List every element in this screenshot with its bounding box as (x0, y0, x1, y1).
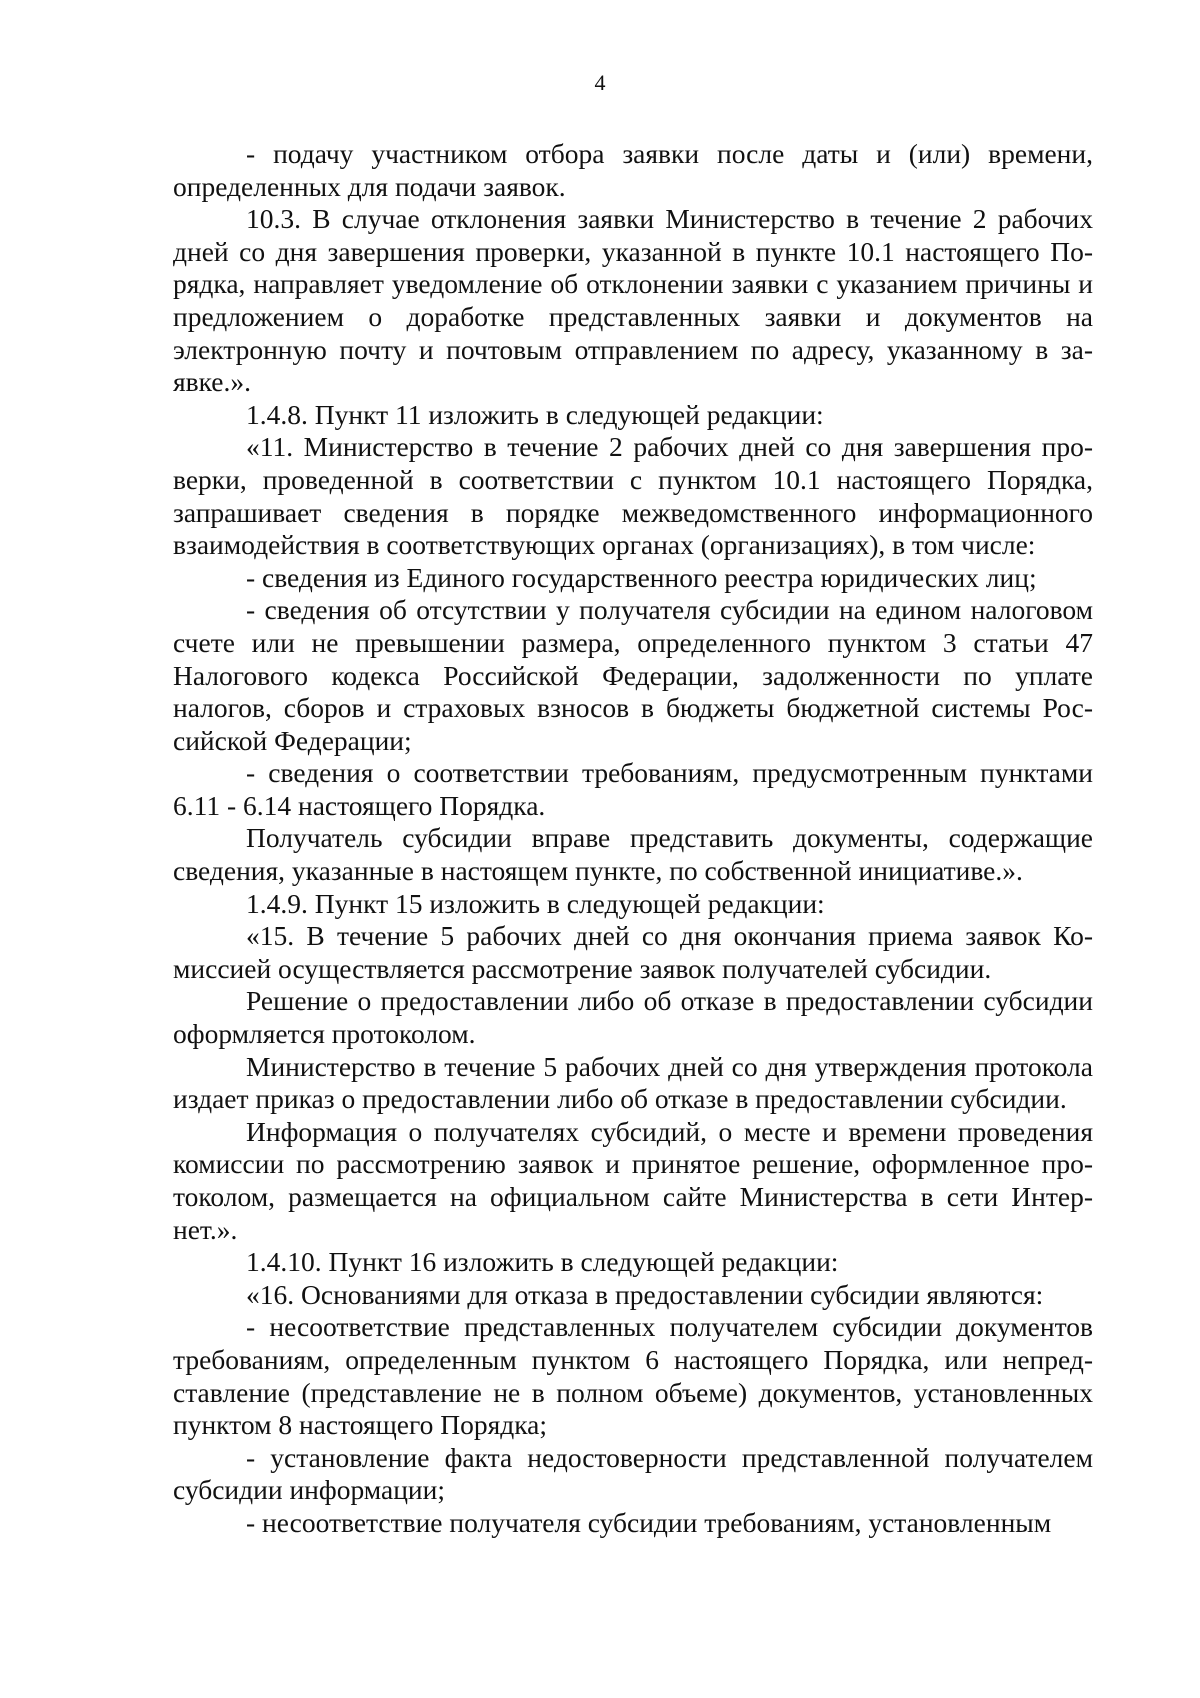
paragraph: «11. Министерство в течение 2 рабочих дней со дня завершения проверки, проведенной в соответствии с пунктом 10.1 настоящего Порядка, запрашивает сведения в порядке межведомственного информационного взаимодействия в соответствующих органах (организациях), в том числе: (173, 431, 1093, 561)
paragraph: Решение о предоставлении либо об отказе в предоставлении субсидии оформляется протоколом. (173, 985, 1093, 1050)
paragraph: «15. В течение 5 рабочих дней со дня окончания приема заявок Комиссией осуществляется рассмотрение заявок получателей субсидии. (173, 920, 1093, 984)
paragraph: - несоответствие представленных получателем субсидии документов требованиям, определенным пунктом 6 настоящего Порядка, или непредставление (представление не в полном объеме) документов, установленных пунктом 8 настоящего Порядка; (173, 1311, 1093, 1441)
paragraph: Получатель субсидии вправе представить документы, содержащие сведения, указанные в настоящем пункте, по собственной инициативе.». (173, 822, 1093, 887)
paragraph: «16. Основаниями для отказа в предоставлении субсидии являются: (246, 1278, 1044, 1310)
paragraph: - несоответствие получателя субсидии требованиям, установленным (246, 1506, 1052, 1538)
page-number: 4 (594, 70, 606, 95)
paragraph: - подачу участником отбора заявки после даты и (или) времени, определенных для подачи заявок. (173, 138, 1093, 202)
paragraph: - установление факта недостоверности представленной получателем субсидии информации; (173, 1441, 1093, 1506)
paragraph: Информация о получателях субсидий, о месте и времени проведения комиссии по рассмотрению заявок и принятое решение, оформленное протоколом, размещается на официальном сайте Министерства в сети Интернет.». (173, 1115, 1093, 1245)
paragraph: 10.3. В случае отклонения заявки Министерство в течение 2 рабочих дней со дня завершения проверки, указанной в пункте 10.1 настоящего Порядка, направляет уведомление об отклонении заявки с указанием причины и предложением о доработке представленных заявки и документов на электронную почту и почтовым отправлением по адресу, указанному в заявке.». (173, 203, 1093, 398)
paragraph: 1.4.10. Пункт 16 изложить в следующей редакции: (246, 1246, 839, 1278)
paragraph: - сведения из Единого государственного реестра юридических лиц; (246, 561, 1037, 593)
document-body (173, 138, 1093, 1540)
paragraph: 1.4.8. Пункт 11 изложить в следующей редакции: (246, 398, 824, 430)
paragraph: - сведения об отсутствии у получателя субсидии на едином налоговом счете или не превышении размера, определенного пунктом 3 статьи 47 Налогового кодекса Российской Федерации, задолженности по уплате налогов, сборов и страховых взносов в бюджеты бюджетной системы Российской Федерации; (173, 594, 1093, 756)
paragraph: - сведения о соответствии требованиям, предусмотренным пунктами 6.11 - 6.14 настоящего Порядка. (173, 757, 1093, 821)
paragraph: 1.4.9. Пункт 15 изложить в следующей редакции: (246, 887, 825, 919)
paragraph: Министерство в течение 5 рабочих дней со дня утверждения протокола издает приказ о предоставлении либо об отказе в предоставлении субсидии. (173, 1050, 1093, 1115)
